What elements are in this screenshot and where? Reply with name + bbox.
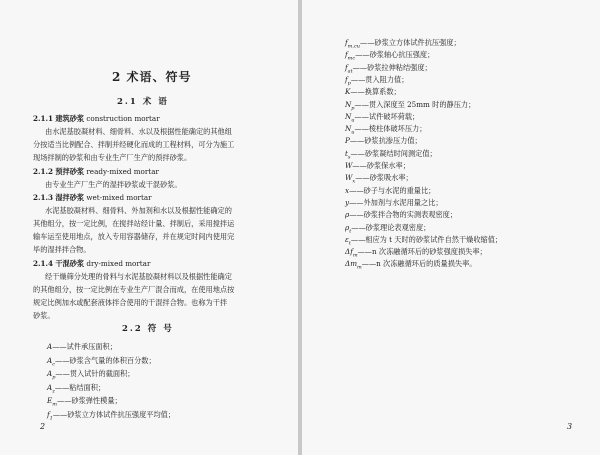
symbol-description: ——贯入试针的截面积； bbox=[55, 369, 135, 378]
symbol-subscript: s bbox=[347, 154, 351, 161]
symbol-subscript: m bbox=[357, 264, 362, 271]
symbol-description: ——砂浆含气量的体积百分数； bbox=[55, 355, 156, 365]
symbol-subscript: c bbox=[52, 360, 56, 367]
symbol-letter: f bbox=[345, 74, 348, 84]
chapter-title: 2 术语、符号 bbox=[112, 70, 192, 84]
term-number: 2.1.4 bbox=[33, 258, 54, 268]
symbol-description: ——棱柱体破坏压力； bbox=[354, 124, 427, 134]
symbol-row bbox=[47, 369, 134, 382]
term-number: 2.1.3 bbox=[33, 192, 54, 202]
symbol-description: ——试件承压面积； bbox=[52, 342, 117, 351]
term-definition-line: 经干燥筛分处理的骨料与水泥基胶凝材料以及根据性能确定 bbox=[45, 271, 232, 281]
symbol-letter: W bbox=[345, 161, 353, 170]
term-english: construction mortar bbox=[86, 114, 160, 123]
symbol-letter: A bbox=[47, 342, 53, 351]
symbol-subscript: m bbox=[352, 252, 358, 259]
term-heading bbox=[33, 167, 159, 177]
symbol-subscript: t bbox=[348, 240, 351, 247]
term-chinese: 建筑砂浆 bbox=[55, 114, 85, 123]
symbol-row bbox=[47, 396, 122, 409]
section-heading-terms: 2.1 术 语 bbox=[117, 97, 169, 107]
term-definition-line: 毕的湿拌拌合物。 bbox=[33, 245, 91, 255]
symbol-letter: P bbox=[345, 136, 350, 146]
symbol-description: ——外加剂与水泥用量之比； bbox=[349, 197, 443, 207]
symbol-subscript: p bbox=[347, 80, 351, 87]
term-definition-line: 水泥基胶凝材料、细骨料、外加剂和水以及根据性能确定的 bbox=[45, 205, 232, 215]
term-heading bbox=[33, 259, 150, 269]
term-definition-line: 规定比例加水或配套液体拌合使用的干混拌合物。也称为干拌 bbox=[33, 298, 228, 307]
symbol-subscript: t bbox=[349, 227, 352, 234]
symbol-letter: ρ bbox=[345, 222, 350, 232]
symbol-letter: A bbox=[47, 382, 53, 392]
symbol-letter: x bbox=[345, 185, 350, 195]
symbol-subscript: m,cu bbox=[347, 43, 361, 50]
symbol-subscript: z bbox=[52, 387, 55, 394]
symbol-description: ——砂浆立方体试件抗压强度平均值； bbox=[52, 409, 176, 419]
term-definition-line: 其他组分，按一定比例，在搅拌站经计量、拌制后，采用搅拌运 bbox=[33, 219, 235, 228]
symbol-letter: ρ bbox=[345, 210, 350, 220]
symbol-subscript: p bbox=[351, 104, 355, 111]
symbol-description: ——贯入阻力值； bbox=[350, 74, 409, 84]
symbol-letter: N bbox=[345, 111, 352, 121]
symbol-description: ——n 次冻融循环后的质量损失率。 bbox=[361, 259, 477, 269]
term-number: 2.1.1 bbox=[33, 114, 54, 123]
term-english: dry-mixed mortar bbox=[86, 258, 151, 268]
symbol-description: ——换算系数； bbox=[350, 87, 401, 97]
term-definition-line: 分按适当比例配合、拌制并经硬化而成的工程材料，可分为施工 bbox=[33, 140, 235, 150]
symbol-description: ——贯入深度至 25mm 时的静压力； bbox=[354, 99, 476, 109]
term-definition-line: 的其他组分，按一定比例在专业生产厂混合而成，在使用地点按 bbox=[33, 284, 235, 294]
symbol-description: ——砂浆拌合物的实测表观密度； bbox=[349, 210, 458, 220]
symbol-subscript: 1 bbox=[49, 414, 53, 421]
symbol-letter: A bbox=[47, 369, 53, 378]
symbol-description: ——相应为 t 天时的砂浆试件自然干燥收缩值； bbox=[350, 234, 503, 244]
term-chinese: 预拌砂浆 bbox=[55, 166, 85, 176]
symbol-letter: t bbox=[345, 148, 348, 158]
symbol-letter: N bbox=[345, 124, 352, 134]
symbol-letter: A bbox=[47, 355, 53, 365]
symbol-row bbox=[47, 410, 175, 423]
page-number: 3 bbox=[567, 422, 573, 431]
symbol-description: ——n 次冻融循环后的砂浆强度损失率； bbox=[357, 247, 487, 257]
symbol-description: ——砂浆抗渗压力值； bbox=[349, 136, 422, 146]
symbol-letter: W bbox=[345, 173, 353, 183]
term-chinese: 干混砂浆 bbox=[55, 258, 85, 268]
symbol-letter: f bbox=[345, 38, 348, 47]
term-definition-line: 砂浆。 bbox=[33, 311, 55, 321]
term-chinese: 湿拌砂浆 bbox=[55, 192, 85, 202]
left-page bbox=[0, 0, 298, 455]
symbol-letter: f bbox=[345, 62, 348, 72]
symbol-description: ——砂浆立方体试件抗压强度； bbox=[360, 38, 461, 47]
symbol-row bbox=[47, 383, 105, 396]
term-heading bbox=[33, 193, 152, 203]
symbol-description: ——砂子与水泥的重量比； bbox=[349, 185, 436, 195]
section-heading-symbols: 2.2 符 号 bbox=[122, 324, 174, 334]
term-definition-line: 输车运至使用地点，放入专用容器储存，并在规定时间内使用完 bbox=[33, 232, 235, 242]
symbol-description: ——粘结面积； bbox=[54, 382, 106, 392]
term-definition-line: 由水泥基胶凝材料、细骨料、水以及根据性能确定的其他组 bbox=[45, 127, 232, 136]
symbol-letter: K bbox=[345, 87, 351, 97]
symbol-subscript: m bbox=[52, 401, 57, 408]
term-number: 2.1.2 bbox=[33, 166, 54, 176]
symbol-letter: ε bbox=[345, 234, 349, 244]
symbol-letter: Δf bbox=[345, 247, 353, 257]
right-page bbox=[302, 0, 600, 455]
symbol-letter: N bbox=[345, 99, 352, 109]
term-definition-line: 由专业生产厂生产的湿拌砂浆或干混砂浆。 bbox=[45, 179, 182, 189]
symbol-row bbox=[47, 342, 117, 355]
symbol-letter: E bbox=[47, 396, 53, 405]
symbol-subscript: u bbox=[351, 117, 355, 124]
term-definition-line: 现场拌制的砂浆和由专业生产厂生产的预拌砂浆。 bbox=[33, 153, 192, 163]
symbol-subscript: p bbox=[52, 374, 56, 381]
term-english: ready-mixed mortar bbox=[86, 166, 159, 176]
symbol-row bbox=[345, 259, 477, 272]
symbol-subscript: x bbox=[352, 178, 356, 185]
symbol-description: ——砂浆轴心抗压强度； bbox=[355, 50, 435, 60]
symbol-description: ——砂浆理论表观密度； bbox=[351, 222, 431, 232]
page-number: 2 bbox=[40, 422, 46, 431]
symbol-row bbox=[47, 356, 156, 369]
term-english: wet-mixed mortar bbox=[86, 192, 152, 202]
symbol-subscript: mc bbox=[347, 55, 356, 62]
symbol-description: ——砂浆保水率； bbox=[352, 161, 410, 170]
symbol-description: ——试件破坏荷载； bbox=[354, 111, 420, 121]
symbol-letter: Δm bbox=[345, 259, 358, 269]
symbol-letter: y bbox=[345, 197, 350, 207]
symbol-subscript: at bbox=[347, 68, 353, 75]
symbol-description: ——砂浆吸水率； bbox=[355, 173, 413, 183]
symbol-description: ——砂浆拉伸粘结强度； bbox=[352, 62, 432, 72]
symbol-subscript: u bbox=[351, 129, 355, 136]
symbol-letter: f bbox=[47, 409, 50, 419]
symbol-letter: f bbox=[345, 50, 348, 60]
symbol-description: ——砂浆凝结时间测定值； bbox=[350, 148, 437, 158]
symbol-description: ——砂浆弹性模量； bbox=[57, 396, 122, 405]
term-heading bbox=[33, 114, 160, 124]
